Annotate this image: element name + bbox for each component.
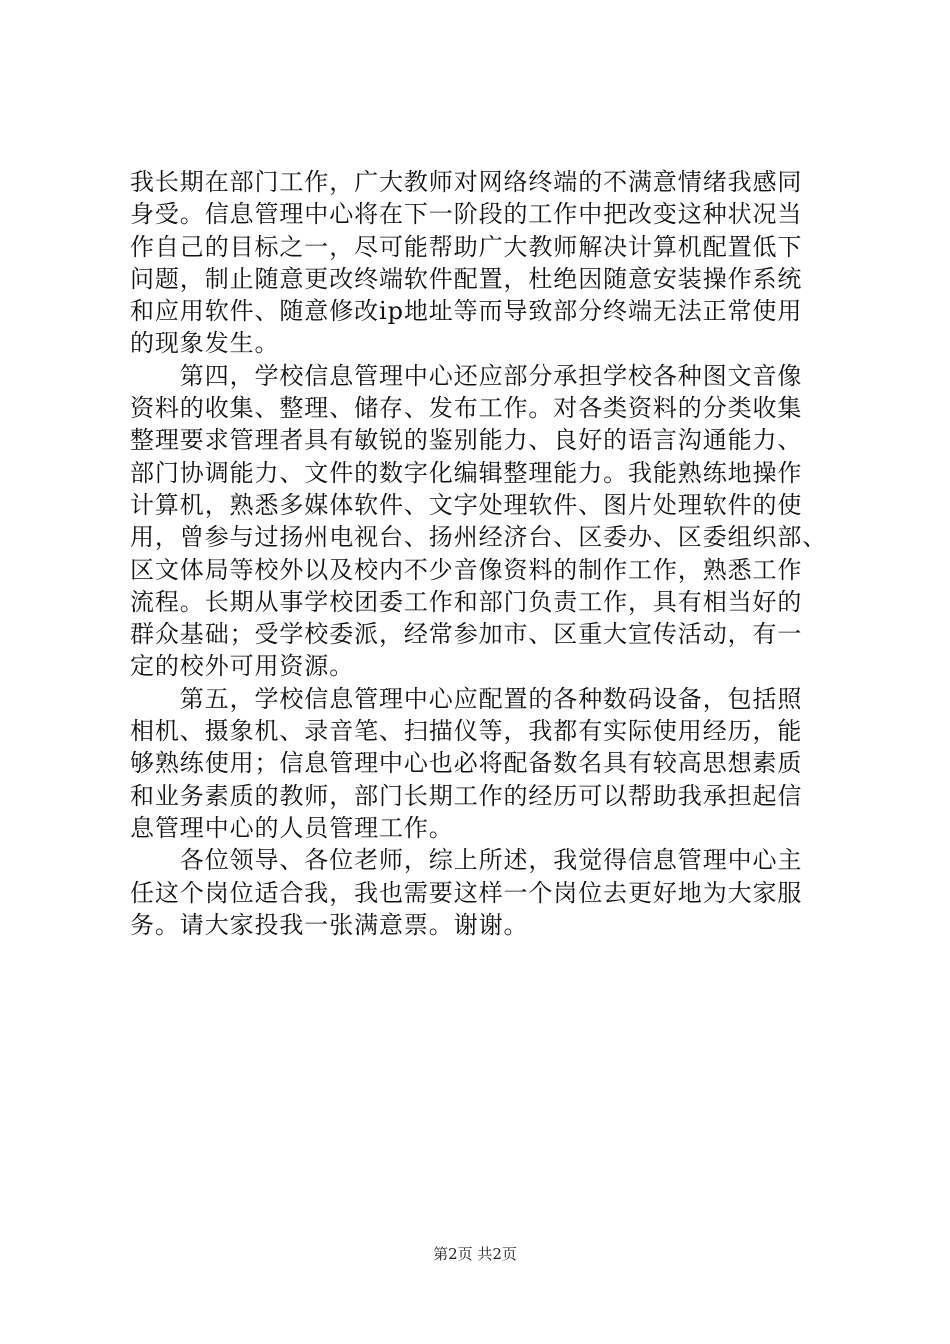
text-line: 各位领导、各位老师，综上所述，我觉得信息管理中心主 xyxy=(130,846,803,875)
text-line: 第四，学校信息管理中心还应部分承担学校各种图文音像 xyxy=(130,361,803,390)
text-line: 用，曾参与过扬州电视台、扬州经济台、区委办、区委组织部、 xyxy=(130,523,828,552)
text-line: 计算机，熟悉多媒体软件、文字处理软件、图片处理软件的使 xyxy=(130,490,803,519)
text-line: 务。请大家投我一张满意票。谢谢。 xyxy=(130,910,529,939)
text-line: 的现象发生。 xyxy=(130,329,280,358)
text-line: 身受。信息管理中心将在下一阶段的工作中把改变这种状况当 xyxy=(130,200,803,229)
page-number-footer: 第2页 共2页 xyxy=(433,1245,517,1263)
body-text xyxy=(130,166,836,941)
text-line: 资料的收集、整理、储存、发布工作。对各类资料的分类收集 xyxy=(130,394,803,423)
text-line: 区文体局等校外以及校内不少音像资料的制作工作，熟悉工作 xyxy=(130,555,803,584)
text-line: 任这个岗位适合我，我也需要这样一个岗位去更好地为大家服 xyxy=(130,878,803,907)
text-line: 和应用软件、随意修改ip地址等而导致部分终端无法正常使用 xyxy=(130,297,803,326)
text-line: 够熟练使用；信息管理中心也必将配备数名具有较高思想素质 xyxy=(130,749,803,778)
text-line: 作自己的目标之一，尽可能帮助广大教师解决计算机配置低下 xyxy=(130,232,803,261)
text-line: 部门协调能力、文件的数字化编辑整理能力。我能熟练地操作 xyxy=(130,458,803,487)
text-line: 和业务素质的教师，部门长期工作的经历可以帮助我承担起信 xyxy=(130,781,803,810)
text-line: 问题，制止随意更改终端软件配置，杜绝因随意安装操作系统 xyxy=(130,264,803,293)
text-line: 息管理中心的人员管理工作。 xyxy=(130,813,454,842)
text-line: 定的校外可用资源。 xyxy=(130,652,355,681)
text-line: 第五，学校信息管理中心应配置的各种数码设备，包括照 xyxy=(130,684,803,713)
text-line: 流程。长期从事学校团委工作和部门负责工作，具有相当好的 xyxy=(130,587,803,616)
text-line: 我长期在部门工作，广大教师对网络终端的不满意情绪我感同 xyxy=(130,168,803,196)
text-line: 相机、摄象机、录音笔、扫描仪等，我都有实际使用经历，能 xyxy=(130,717,803,746)
text-line: 整理要求管理者具有敏锐的鉴别能力、良好的语言沟通能力、 xyxy=(130,426,803,455)
text-line: 群众基础；受学校委派，经常参加市、区重大宣传活动，有一 xyxy=(130,620,803,649)
